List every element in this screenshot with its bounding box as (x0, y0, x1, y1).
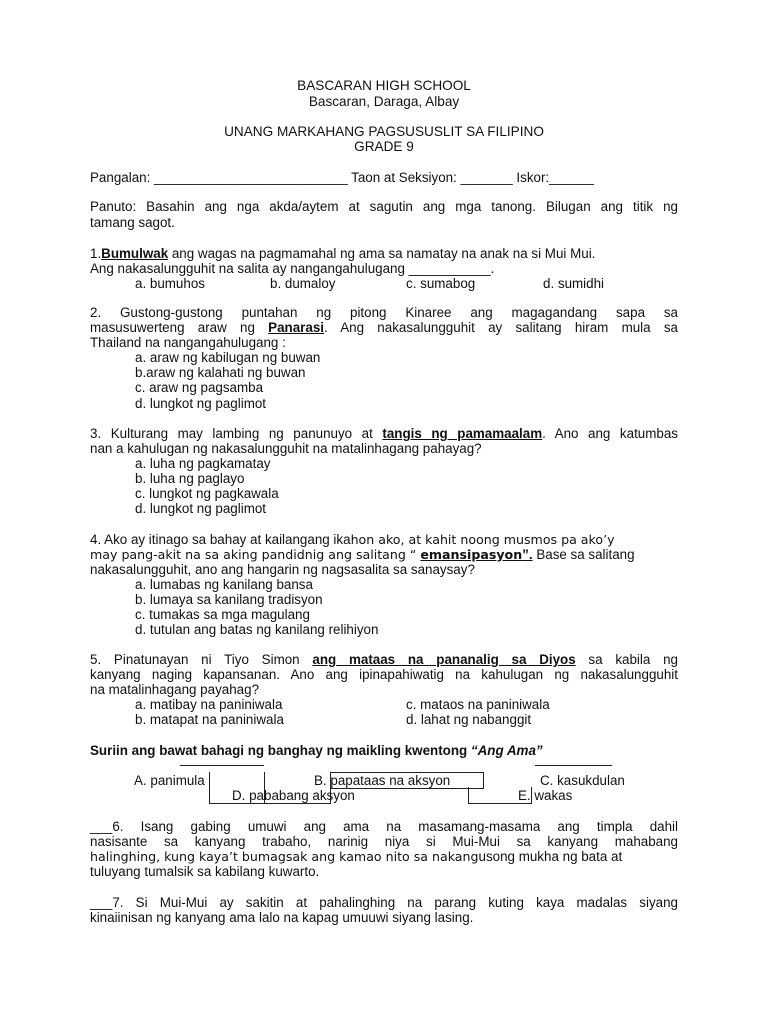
choice-b: b. matapat na paniniwala (135, 712, 284, 727)
question-text: halinghing, kung kaya’t bumagsak ang kamao nito sa nakang (90, 849, 479, 864)
question-text: nan a kahulugan ng nakasalungguhit na matalinhagang pahayag? (90, 441, 482, 456)
question-text: kinaiinisan ng kanyang ama lalo na kapag umuuwi siyang lasing. (90, 910, 474, 925)
question-text: sa kabila ng (575, 652, 678, 667)
question-text: nasisante sa kanyang trabaho, narinig niya si Mui-Mui sa kanyang mahabang (90, 834, 678, 849)
question-text: tuluyang tumalsik sa kabilang kuwarto. (90, 864, 320, 879)
question-6: ___6. Isang gabing umuwi ang ama na masamang-masama ang timpla dahil (90, 819, 678, 834)
question-text: usong mukha ng bata at (478, 849, 623, 864)
instructions-line: tamang sagot. (90, 215, 175, 230)
choice-d: d. sumidhi (543, 276, 605, 291)
question-text (90, 849, 678, 865)
question-1 (90, 246, 678, 262)
choice-b: b.araw ng kalahati ng buwan (135, 365, 306, 380)
choice-a: a. luha ng pagkamatay (135, 456, 271, 471)
instructions-line: Panuto: Basahin ang nga akda/aytem at sagutin ang mga tanong. Bilugan ang titik ng (90, 199, 678, 214)
question-text: may pang-akit na sa aking pandidnig ang salitang “ (90, 547, 421, 562)
question-2: 2. Gustong-gustong puntahan ng pitong Kinaree ang magagandang sapa sa (90, 305, 678, 320)
question-text: . Ang nakasalungguhit ay salitang hiram mula sa (324, 320, 678, 335)
question-text: . Ano ang katumbas (542, 426, 678, 441)
choice-b: b. luha ng paglayo (135, 471, 245, 486)
choice-c: c. sumabog (406, 276, 476, 291)
question-3 (90, 426, 678, 442)
question-text: masusuwerteng araw ng (90, 320, 269, 335)
choice-b: b. dumaloy (270, 276, 336, 291)
choice-d: d. tutulan ang batas ng kanilang relihiyon (135, 622, 379, 637)
choice-a: a. bumuhos (135, 276, 205, 291)
underlined-word: emansipasyon (420, 547, 523, 562)
question-text: 5. Pinatunayan ni Tiyo Simon (90, 652, 313, 667)
school-location: Bascaran, Daraga, Albay (308, 94, 460, 109)
choice-d: d. lungkot ng paglimot (135, 501, 267, 516)
underlined-phrase: tangis ng pamamaalam (382, 426, 543, 441)
school-name: BASCARAN HIGH SCHOOL (297, 78, 471, 93)
choice-a: a. matibay na paniniwala (135, 697, 283, 712)
exam-title: UNANG MARKAHANG PAGSUSUSLIT SA FILIPINO (224, 124, 544, 139)
grade-level: GRADE 9 (354, 139, 414, 154)
question-text: 4. Ako ay itinago sa bahay at kailangang ika (90, 532, 351, 547)
student-info-line: Pangalan: __________________________ Taon at Seksiyon: _______ Iskor:______ (90, 170, 594, 185)
plot-part-e: E. wakas (518, 788, 573, 803)
underlined-word: Bumulwak (101, 246, 169, 261)
question-7: ___7. Si Mui-Mui ay sakitin at pahalinghing na parang kuting kaya madalas siyang (90, 895, 678, 910)
plot-part-d: D. pababang aksyon (232, 788, 355, 803)
choice-a: a. araw ng kabilugan ng buwan (135, 350, 321, 365)
closing-quote: ”. (522, 547, 533, 562)
underlined-word: Panarasi (268, 320, 325, 335)
question-text: Base sa salitang (532, 547, 635, 562)
choice-b: b. lumaya sa kanilang tradisyon (135, 592, 323, 607)
plot-part-c: C. kasukdulan (540, 773, 625, 788)
choice-c: c. mataos na paniniwala (406, 697, 550, 712)
question-number: 1. (90, 246, 102, 261)
choice-d: d. lahat ng nabanggit (406, 712, 532, 727)
answer-line (180, 765, 264, 766)
question-text: Thailand na nangangahulugang : (90, 335, 286, 350)
question-text: ang wagas na pagmamahal ng ama sa namatay na anak na si Mui Mui. (168, 246, 596, 261)
story-title: “Ang Ama” (470, 743, 543, 758)
plot-part-b: B. papataas na aksyon (314, 773, 451, 788)
question-text (90, 320, 678, 336)
question-text (90, 547, 678, 563)
question-text: hon ako, at kahit noong musmos pa ako’y (350, 532, 615, 547)
answer-line (535, 765, 612, 766)
question-5 (90, 652, 678, 668)
section-heading-text: Suriin ang bawat bahagi ng banghay ng maikling kwentong (90, 743, 471, 758)
choice-c: c. tumakas sa mga magulang (135, 607, 310, 622)
question-text: kanyang naging kapansanan. Ano ang ipinapahiwatig na kahulugan ng nakasalungguhit (90, 667, 678, 682)
question-text: 3. Kulturang may lambing ng panunuyo at (90, 426, 383, 441)
choice-d: d. lungkot ng paglimot (135, 396, 267, 411)
choice-c: c. araw ng pagsamba (135, 380, 264, 395)
question-text: Ang nakasalungguhit na salita ay nangangahulugang ___________. (90, 261, 495, 276)
question-text: nakasalungguhit, ano ang hangarin ng nagsasalita sa sanaysay? (90, 562, 475, 577)
question-text: na matalinhagang payahag? (90, 682, 260, 697)
underlined-phrase: ang mataas na pananalig sa Diyos (312, 652, 576, 667)
choice-c: c. lungkot ng pagkawala (135, 486, 279, 501)
question-4 (90, 532, 678, 548)
choice-a: a. lumabas ng kanilang bansa (135, 577, 313, 592)
plot-part-a: A. panimula (134, 773, 205, 788)
section-heading (90, 743, 678, 759)
